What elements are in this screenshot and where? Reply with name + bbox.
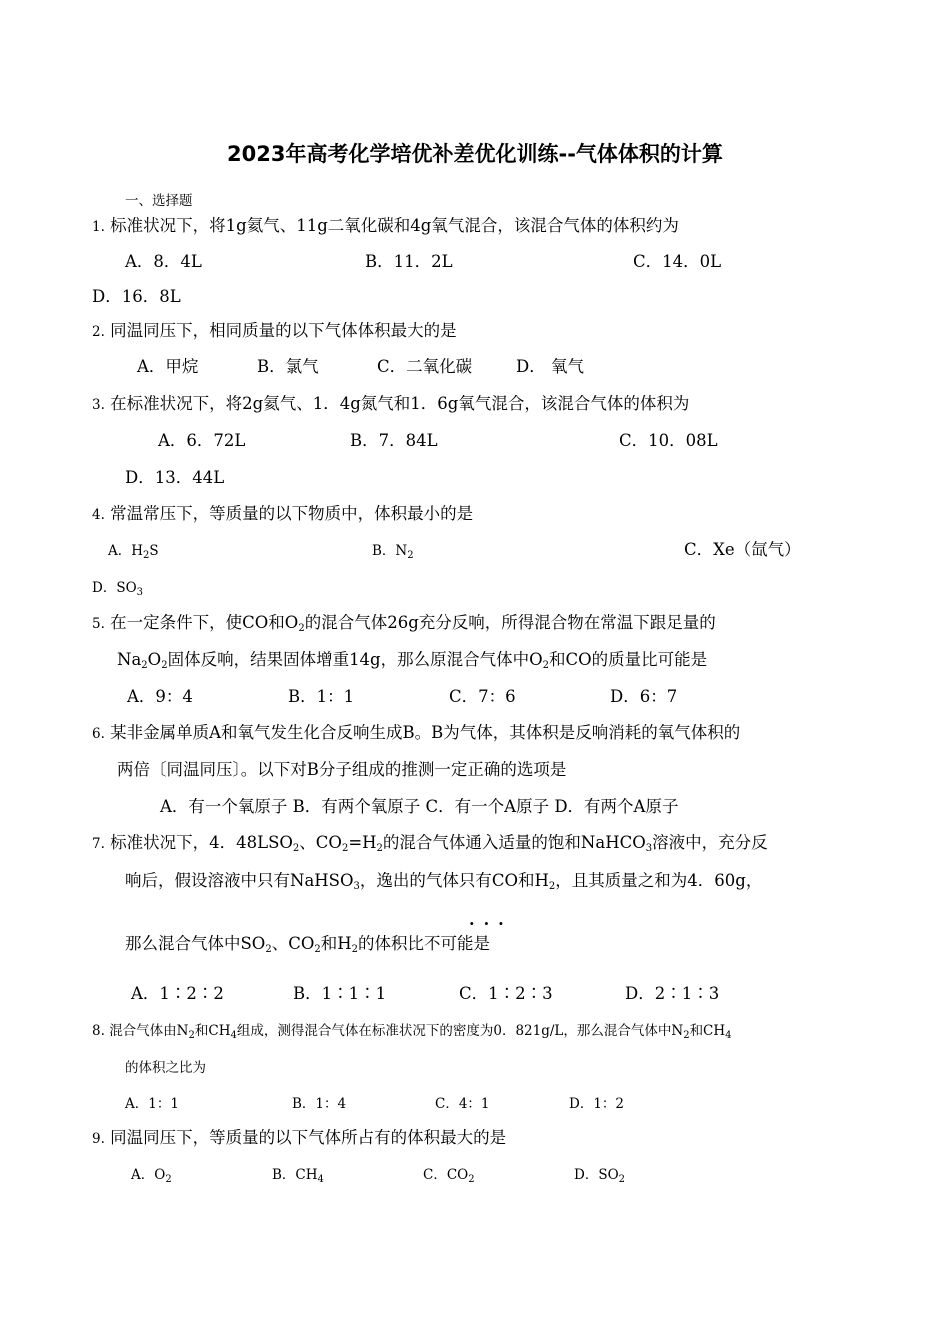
q4-option-c: C．Xe（氙气） <box>684 540 801 559</box>
question-number: 7. <box>92 836 105 852</box>
q5-option-d: D．6：7 <box>610 687 678 706</box>
q6-options: A．有一个氧原子 B．有两个氧原子 C．有一个A原子 D．有两个A原子 <box>160 797 679 816</box>
question-number: 2. <box>92 324 105 340</box>
question-8: 8. 混合气体由$N_2$和$CH_4$组成，测得混合气体在标准状况下的密度为0．821g/L，那么混合气体中$N_2$和$CH_4$ <box>92 1023 732 1041</box>
q7-option-c: C．1∶2∶3 <box>459 984 553 1003</box>
q8-option-b: B．1：4 <box>292 1096 347 1112</box>
question-2 <box>92 320 457 343</box>
q3-option-a: A．6．72L <box>158 431 246 450</box>
q8-option-a: A．1：1 <box>125 1096 179 1112</box>
q2-option-a: A．甲烷 <box>137 357 199 376</box>
question-6-line-2: 两倍〔同温同压〕。以下对B分子组成的推测一定正确的选项是 <box>117 760 567 779</box>
question-1 <box>92 215 679 238</box>
q4-option-d: D．$SO_3$ <box>92 580 144 598</box>
q5-option-c: C．7：6 <box>449 687 516 706</box>
q3-option-c: C．10．08L <box>619 431 718 450</box>
q2-option-d: D． 氧气 <box>516 357 584 376</box>
q9-option-d: D．$SO_2$ <box>574 1167 626 1185</box>
question-7-line-2: 响后，假设溶液中只有NaHSO$_3$，逸出的气体只有CO和$H_2$，且其质量之和为4．60g， <box>125 871 763 892</box>
question-7: 7. 标准状况下，4．$48LSO_2$、$CO_2=H_2$的混合气体通入适量的饱和NaHCO$_3$溶液中，充分反 <box>92 833 768 854</box>
question-5-line-2: $Na_2O_2$固体反响，结果固体增重14g，那么原混合气体中$O_2$和CO的质量比可能是 <box>117 650 708 671</box>
question-number: 5. <box>92 616 105 632</box>
q5-option-b: B．1：1 <box>288 687 355 706</box>
question-text: 同温同压下，相同质量的以下气体体积最大的是 <box>110 321 457 340</box>
q9-option-b: B．$CH_4$ <box>272 1167 324 1185</box>
section-heading: 一、选择题 <box>125 193 193 209</box>
emphasis-dots: ... <box>469 910 513 929</box>
question-8-line-2: 的体积之比为 <box>125 1060 206 1076</box>
question-number: 8. <box>92 1023 105 1039</box>
question-5: 5. 在一定条件下，使CO和$O_2$的混合气体26g充分反响，所得混合物在常温下跟足量的 <box>92 613 716 634</box>
q9-option-c: C．$CO_2$ <box>423 1167 475 1185</box>
question-number: 9. <box>92 1131 105 1147</box>
question-4 <box>92 503 473 526</box>
q1-option-a: A．8．4L <box>125 252 202 271</box>
q7-option-d: D．2∶1∶3 <box>625 984 720 1003</box>
question-number: 1. <box>92 219 105 235</box>
q1-option-b: B．11．2L <box>365 252 453 271</box>
question-number: 6. <box>92 726 105 742</box>
question-text: 在标准状况下，将2g氦气、1．4g氮气和1．6g氧气混合，该混合气体的体积为 <box>110 394 690 413</box>
q8-option-c: C．4：1 <box>435 1096 490 1112</box>
q5-option-a: A．9：4 <box>127 687 193 706</box>
q1-option-d: D．16．8L <box>92 287 181 306</box>
question-7-line-3: 那么混合气体中$SO_2$、$CO_2$和$H_2$的体积比不可能是 <box>125 934 491 955</box>
question-text: 常温常压下，等质量的以下物质中，体积最小的是 <box>110 504 474 523</box>
q4-option-b: B．$N_2$ <box>372 543 414 561</box>
question-9: 9. 同温同压下，等质量的以下气体所占有的体积最大的是 <box>92 1128 507 1147</box>
q2-option-c: C．二氧化碳 <box>377 357 473 376</box>
q7-option-b: B．1∶1∶1 <box>293 984 387 1003</box>
page-title: 2023年高考化学培优补差优化训练--气体体积的计算 <box>227 142 723 166</box>
q2-option-b: B．氯气 <box>257 357 319 376</box>
q3-option-b: B．7．84L <box>350 431 438 450</box>
question-number: 3. <box>92 397 105 413</box>
question-6: 6. 某非金属单质A和氧气发生化合反响生成B。B为气体，其体积是反响消耗的氧气体积的 <box>92 723 741 742</box>
q3-option-d: D．13．44L <box>125 468 225 487</box>
q9-option-a: A．$O_2$ <box>131 1167 172 1185</box>
question-text: 标准状况下，将1g氦气、11g二氧化碳和4g氧气混合，该混合气体的体积约为 <box>110 216 679 235</box>
q8-option-d: D．1：2 <box>569 1096 625 1112</box>
question-number: 4. <box>92 507 105 523</box>
q4-option-a: A．$H_2S$ <box>108 543 159 561</box>
question-3 <box>92 393 689 416</box>
q1-option-c: C．14．0L <box>633 252 722 271</box>
q7-option-a: A．1∶2∶2 <box>131 984 224 1003</box>
